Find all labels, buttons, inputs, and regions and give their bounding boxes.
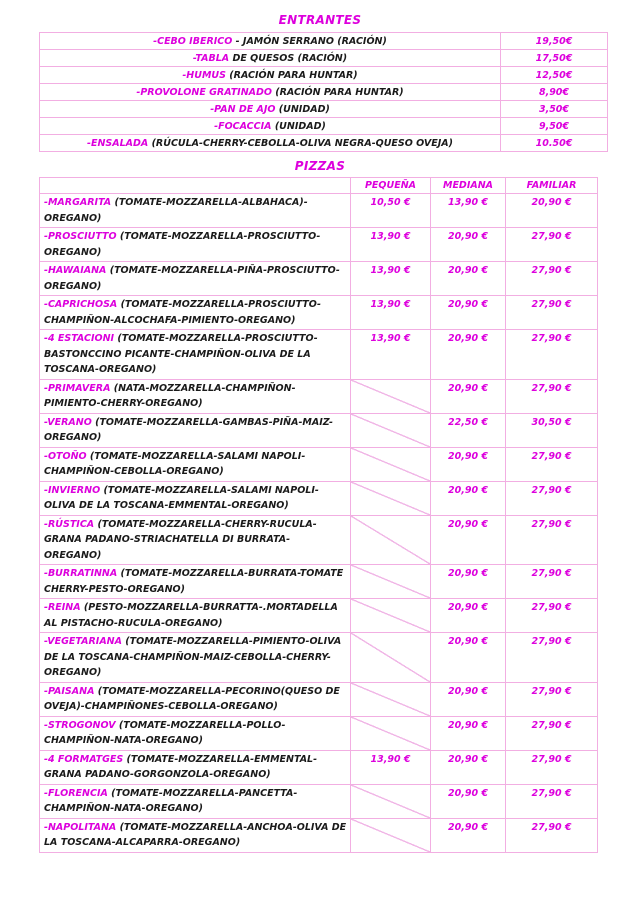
price-cell-mediana: 20,90 € [431,262,506,296]
price-cell-pequena [351,515,431,565]
column-header-pequena: PEQUEÑA [351,178,431,194]
pizza-item [40,565,351,599]
pizza-name: -STROGONOV [44,719,116,731]
pizza-description: (TOMATE-MOZZARELLA-BURRATA-TOMATE CHERRY-PESTO-OREGANO) [44,568,344,595]
pizzas-table [39,177,598,853]
pizza-item [40,330,351,380]
price-cell-mediana: 20,90 € [431,447,506,481]
pizza-name: -4 FORMATGES [44,753,124,765]
column-header-empty [40,178,351,194]
entrante-item [40,50,501,67]
pizza-description: (TOMATE-MOZZARELLA-SALAMI NAPOLI-OLIVA DE LA TOSCANA-EMMENTAL-OREGANO) [44,484,319,511]
price-cell-familiar: 27,90 € [506,599,598,633]
pizza-row [40,750,598,784]
entrante-price: 3,50€ [501,101,608,118]
price-cell-mediana: 20,90 € [431,481,506,515]
pizza-item [40,481,351,515]
price-cell-familiar: 27,90 € [506,228,598,262]
pizza-name: -VEGETARIANA [44,636,122,647]
entrante-name: -FOCACCIA [214,120,272,132]
price-cell-pequena: 10,50 € [351,194,431,228]
pizza-row [40,296,598,330]
column-header-familiar: FAMILIAR [506,178,598,194]
pizza-description: (TOMATE-MOZZARELLA-PROSCIUTTO-OREGANO) [44,231,321,258]
entrante-description: (RACIÓN PARA HUNTAR) [225,69,358,81]
price-cell-mediana: 20,90 € [431,784,506,818]
price-cell-familiar: 27,90 € [506,784,598,818]
price-cell-pequena [351,818,431,852]
price-cell-familiar: 27,90 € [506,818,598,852]
pizza-row [40,447,598,481]
entrante-description: (UNIDAD) [271,120,326,132]
price-cell-mediana: 22,50 € [431,413,506,447]
price-cell-familiar: 20,90 € [506,194,598,228]
pizza-name: -INVIERNO [44,484,101,496]
pizza-description: (TOMATE-MOZZARELLA-PANCETTA-CHAMPIÑON-NATA-OREGANO) [44,787,298,814]
no-price-slash [351,633,430,682]
price-cell-mediana: 20,90 € [431,716,506,750]
price-cell-pequena: 13,90 € [351,296,431,330]
price-cell-pequena [351,447,431,481]
price-cell-pequena: 13,90 € [351,228,431,262]
entrante-price: 12,50€ [501,67,608,84]
pizza-item [40,296,351,330]
price-cell-pequena: 13,90 € [351,330,431,380]
entrante-item [40,67,501,84]
price-cell-familiar: 27,90 € [506,296,598,330]
entrante-price: 9,50€ [501,118,608,135]
pizza-description: (TOMATE-MOZZARELLA-GAMBAS-PIÑA-MAIZ-OREGANO) [44,416,333,443]
pizza-item [40,515,351,565]
no-price-slash [351,683,430,716]
price-cell-mediana: 20,90 € [431,330,506,380]
price-cell-pequena [351,633,431,683]
pizza-name: -NAPOLITANA [44,821,117,833]
pizza-item [40,633,351,683]
pizza-row [40,379,598,413]
pizza-row [40,481,598,515]
pizza-row [40,599,598,633]
entrante-name: -PAN DE AJO [210,103,276,115]
pizza-row [40,633,598,683]
pizza-description: (TOMATE-MOZZARELLA-PECORINO(QUESO DE OVEJA)-CHAMPIÑONES-CEBOLLA-OREGANO) [44,685,340,712]
price-cell-mediana: 20,90 € [431,296,506,330]
pizza-item [40,194,351,228]
no-price-slash [351,565,430,598]
price-cell-pequena [351,784,431,818]
price-cell-familiar: 27,90 € [506,379,598,413]
entrantes-table [39,32,608,152]
price-cell-mediana: 20,90 € [431,818,506,852]
pizza-description: (TOMATE-MOZZARELLA-PROSCIUTTO-BASTONCCINO PICANTE-CHAMPIÑON-OLIVA DE LA TOSCANA-OREGANO) [44,333,318,375]
entrante-description: (RÚCULA-CHERRY-CEBOLLA-OLIVA NEGRA-QUESO OVEJA) [148,137,453,149]
pizza-description: (TOMATE-MOZZARELLA-ANCHOA-OLIVA DE LA TOSCANA-ALCAPARRA-OREGANO) [44,821,347,848]
pizza-name: -MARGARITA [44,197,112,208]
pizza-description: (TOMATE-MOZZARELLA-ALBAHACA)-OREGANO) [44,197,308,224]
price-cell-mediana: 20,90 € [431,379,506,413]
price-cell-mediana: 20,90 € [431,228,506,262]
pizza-description: (TOMATE-MOZZARELLA-EMMENTAL-GRANA PADANO-GORGONZOLA-OREGANO) [44,753,318,780]
pizza-row [40,818,598,852]
pizza-item [40,379,351,413]
entrantes-title: ENTRANTES [278,13,362,27]
entrante-item [40,33,501,50]
pizza-description: (NATA-MOZZARELLA-CHAMPIÑON-PIMIENTO-CHERRY-OREGANO) [44,382,296,409]
price-cell-familiar: 27,90 € [506,565,598,599]
entrante-row [40,135,608,152]
no-price-slash [351,516,430,565]
pizza-description: (TOMATE-MOZZARELLA-PIÑA-PROSCIUTTO-OREGANO) [44,265,340,292]
price-cell-familiar: 27,90 € [506,633,598,683]
pizza-row [40,228,598,262]
pizza-description: (TOMATE-MOZZARELLA-PROSCIUTTO-CHAMPIÑON-ALCOCHAFA-PIMIENTO-OREGANO) [44,299,321,326]
pizza-item [40,750,351,784]
pizza-item [40,716,351,750]
entrante-row [40,118,608,135]
no-price-slash [351,717,430,750]
price-cell-pequena [351,413,431,447]
entrantes-table-body [40,33,608,152]
pizza-row [40,330,598,380]
entrante-item [40,101,501,118]
pizza-name: -HAWAIANA [44,265,107,276]
entrante-description: (RACIÓN PARA HUNTAR) [271,86,404,98]
no-price-slash [351,448,430,481]
pizza-item [40,262,351,296]
pizza-item [40,599,351,633]
price-cell-familiar: 27,90 € [506,515,598,565]
pizza-name: -FLORENCIA [44,787,108,799]
pizza-item [40,228,351,262]
no-price-slash [351,819,430,852]
price-cell-mediana: 20,90 € [431,750,506,784]
pizza-name: -4 ESTACIONI [44,333,115,344]
price-cell-familiar: 27,90 € [506,750,598,784]
entrante-name: -CEBO IBERICO [153,35,233,47]
pizza-name: -PROSCIUTTO [44,231,117,242]
entrante-row [40,33,608,50]
entrante-row [40,101,608,118]
entrante-name: -HUMUS [182,69,226,81]
pizza-row [40,682,598,716]
pizza-name: -PAISANA [44,685,95,697]
price-cell-mediana: 20,90 € [431,633,506,683]
price-cell-mediana: 20,90 € [431,565,506,599]
price-cell-mediana: 13,90 € [431,194,506,228]
pizza-row [40,784,598,818]
pizza-description: (TOMATE-MOZZARELLA-CHERRY-RUCULA-GRANA PADANO-STRIACHATELLA DI BURRATA-OREGANO) [44,518,317,561]
entrante-name: -TABLA [192,52,230,64]
price-cell-pequena [351,716,431,750]
entrante-item [40,118,501,135]
pizza-description: (TOMATE-MOZZARELLA-POLLO-CHAMPIÑON-NATA-OREGANO) [44,719,286,746]
pizza-row [40,413,598,447]
no-price-slash [351,785,430,818]
entrante-name: -PROVOLONE GRATINADO [136,86,272,98]
price-cell-familiar: 27,90 € [506,682,598,716]
pizza-description: (TOMATE-MOZZARELLA-PIMIENTO-OLIVA DE LA TOSCANA-CHAMPIÑON-MAIZ-CEBOLLA-CHERRY-OREGANO) [44,636,342,678]
entrante-price: 17,50€ [501,50,608,67]
pizza-name: -PRIMAVERA [44,382,111,394]
pizzas-header-row [40,178,598,194]
pizzas-table-body [40,194,598,853]
entrante-description: (UNIDAD) [275,103,330,115]
entrante-item [40,84,501,101]
pizza-item [40,682,351,716]
price-cell-familiar: 27,90 € [506,447,598,481]
price-cell-familiar: 27,90 € [506,716,598,750]
pizza-description: (PESTO-MOZZARELLA-BURRATTA-.MORTADELLA AL PISTACHO-RUCULA-OREGANO) [44,602,338,629]
pizza-description: (TOMATE-MOZZARELLA-SALAMI NAPOLI-CHAMPIÑON-CEBOLLA-OREGANO) [44,450,306,477]
pizza-row [40,194,598,228]
pizza-name: -REINA [44,602,81,613]
pizza-row [40,515,598,565]
price-cell-pequena [351,481,431,515]
pizza-name: -OTOÑO [44,450,87,462]
price-cell-familiar: 27,90 € [506,481,598,515]
no-price-slash [351,380,430,413]
pizza-name: -RÚSTICA [44,518,95,530]
entrante-name: -ENSALADA [87,137,149,149]
pizza-item [40,447,351,481]
price-cell-pequena [351,682,431,716]
price-cell-pequena: 13,90 € [351,750,431,784]
column-header-mediana: MEDIANA [431,178,506,194]
price-cell-mediana: 20,90 € [431,515,506,565]
pizza-row [40,565,598,599]
pizza-name: -CAPRICHOSA [44,299,118,310]
price-cell-pequena [351,599,431,633]
price-cell-mediana: 20,90 € [431,682,506,716]
pizza-item [40,784,351,818]
pizza-name: -BURRATINNA [44,568,118,579]
no-price-slash [351,482,430,515]
pizza-item [40,413,351,447]
entrante-price: 8,90€ [501,84,608,101]
entrante-description: DE QUESOS (RACIÓN) [229,52,348,64]
entrante-row [40,50,608,67]
price-cell-mediana: 20,90 € [431,599,506,633]
price-cell-pequena [351,379,431,413]
pizza-row [40,716,598,750]
price-cell-familiar: 27,90 € [506,330,598,380]
price-cell-pequena [351,565,431,599]
entrante-price: 19,50€ [501,33,608,50]
pizza-name: -VERANO [44,416,92,428]
no-price-slash [351,414,430,447]
pizzas-title: PIZZAS [294,159,346,173]
entrante-price: 10.50€ [501,135,608,152]
entrante-item [40,135,501,152]
entrante-row [40,84,608,101]
no-price-slash [351,599,430,632]
price-cell-familiar: 30,50 € [506,413,598,447]
price-cell-familiar: 27,90 € [506,262,598,296]
price-cell-pequena: 13,90 € [351,262,431,296]
entrante-row [40,67,608,84]
pizza-row [40,262,598,296]
entrante-description: - JAMÓN SERRANO (RACIÓN) [232,35,387,47]
pizza-item [40,818,351,852]
